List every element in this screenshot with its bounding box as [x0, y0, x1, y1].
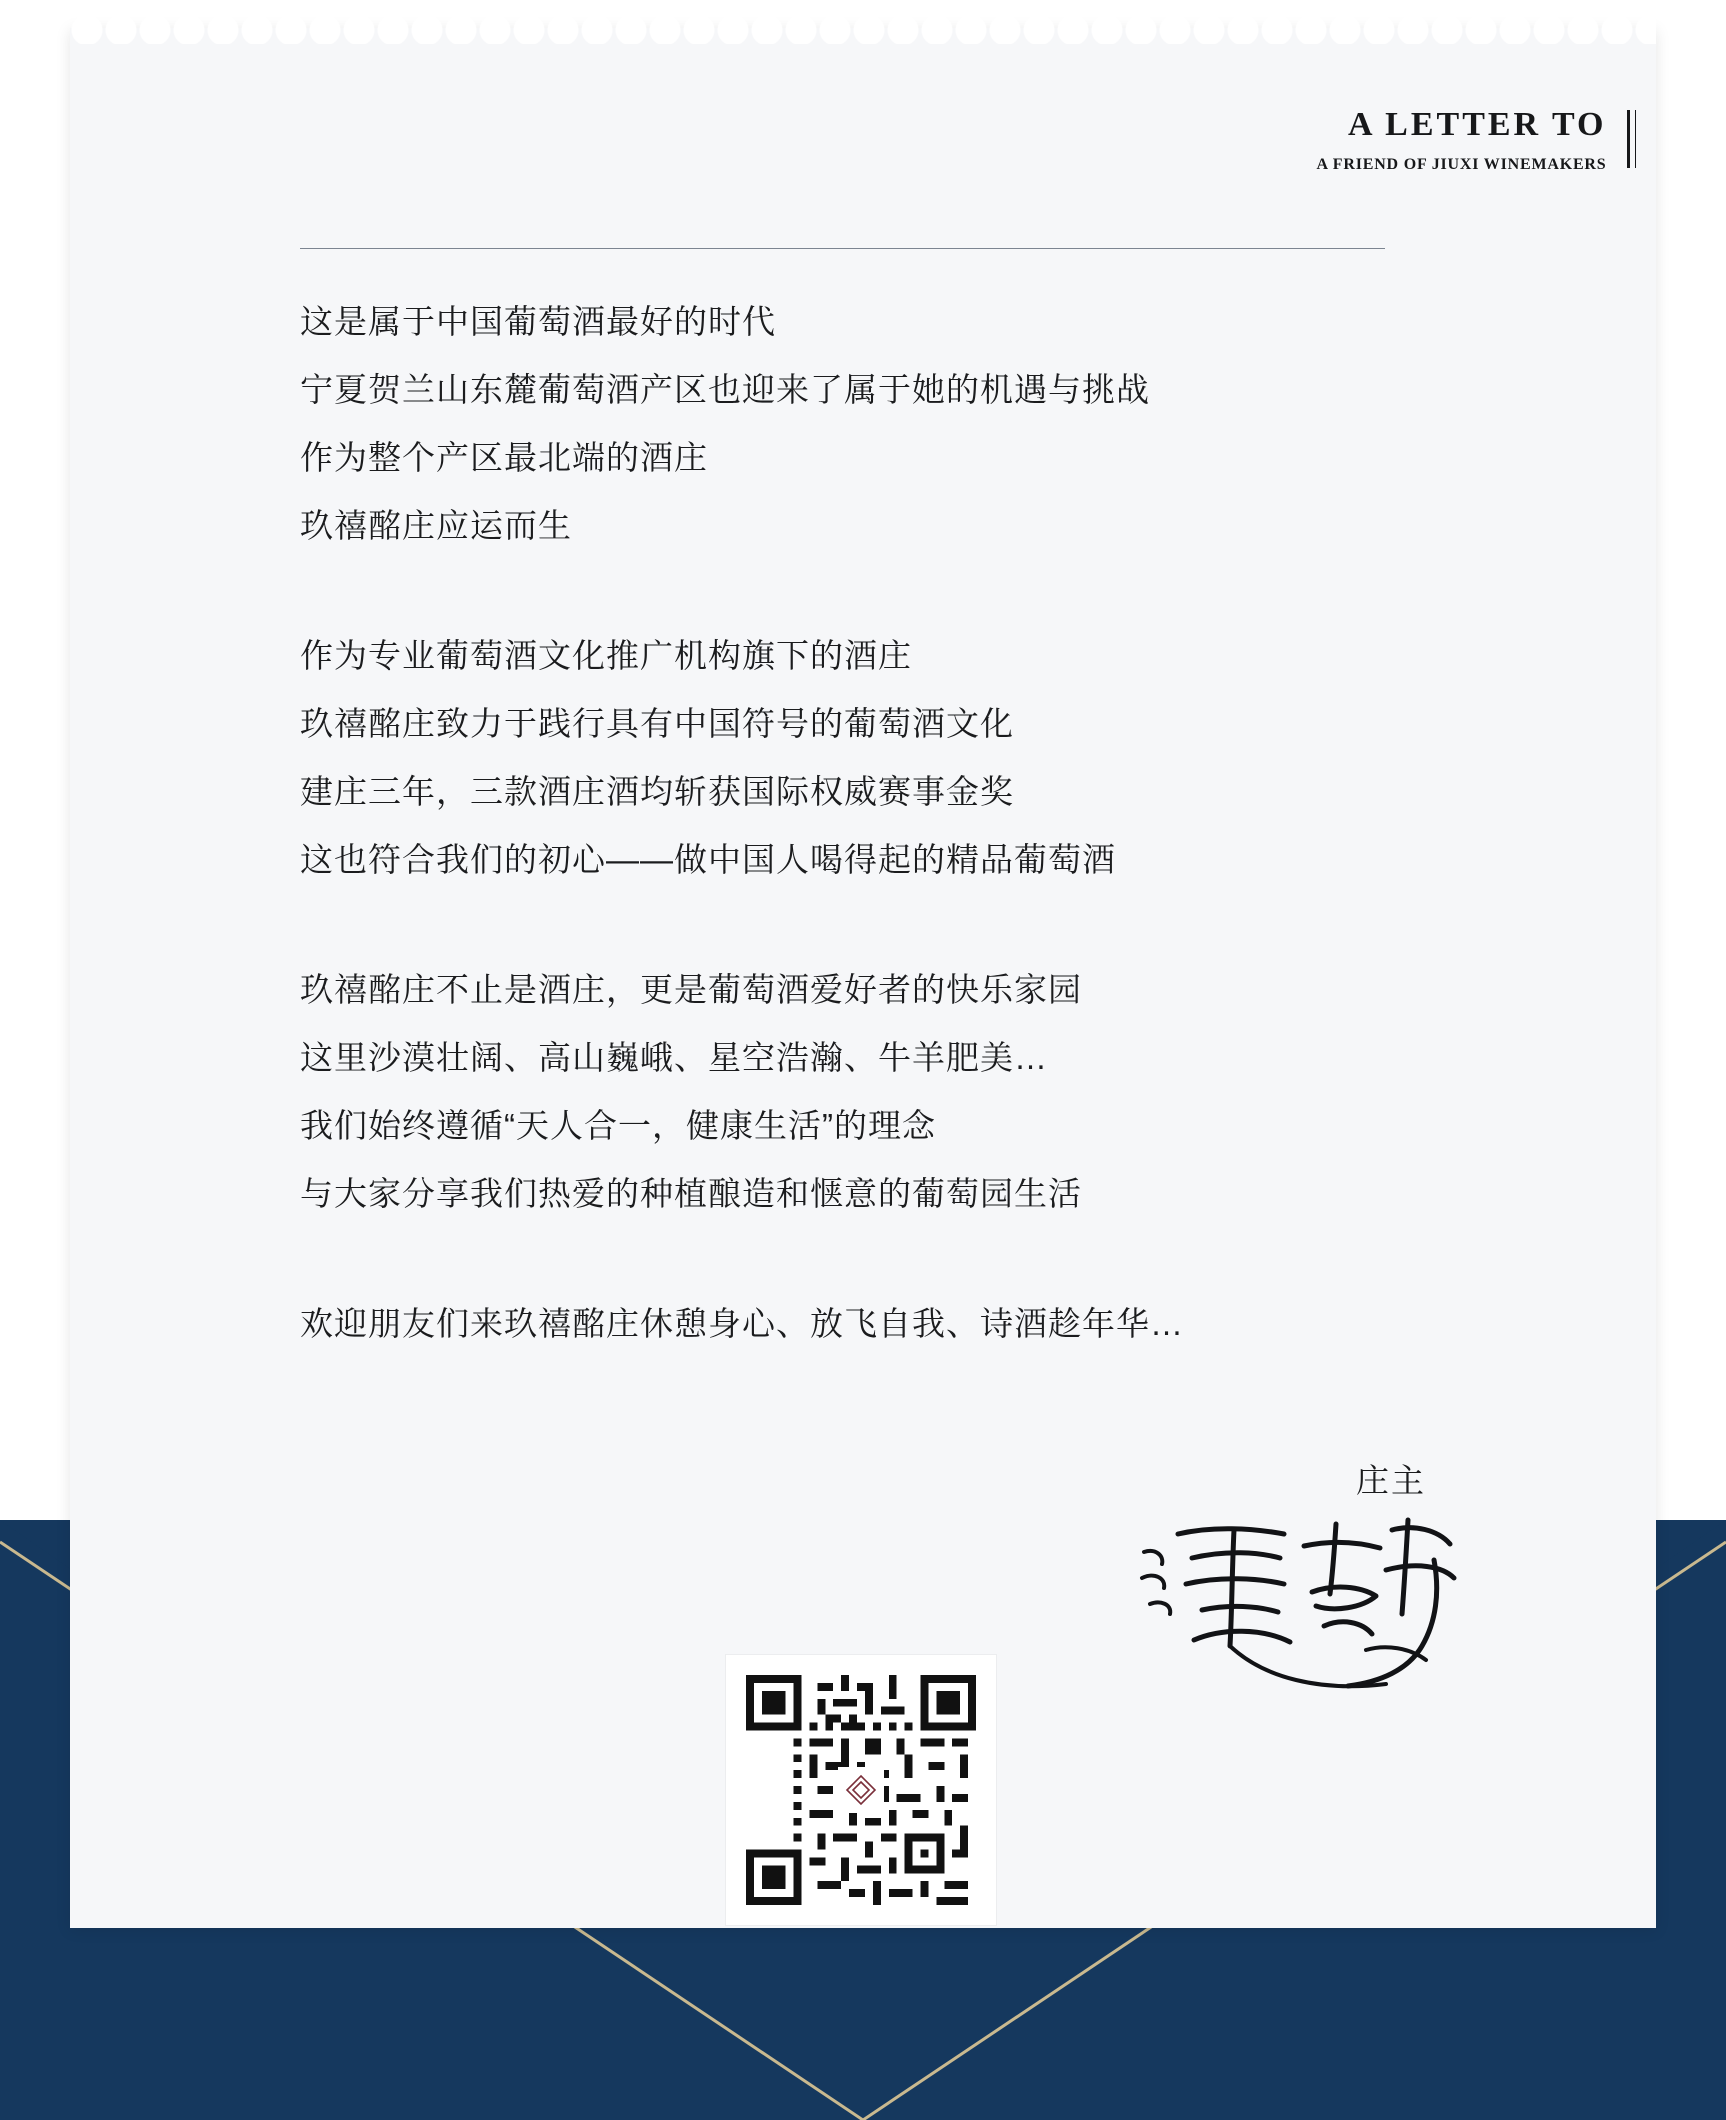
text-line: 建庄三年，三款酒庄酒均斩获国际权威赛事金奖 [300, 773, 1014, 810]
signature-role-label: 庄主 [1356, 1462, 1426, 1499]
text-line: 作为专业葡萄酒文化推广机构旗下的酒庄 [300, 637, 912, 674]
text-line: 作为整个产区最北端的酒庄 [300, 439, 708, 476]
text-line: 玖禧酩庄应运而生 [300, 507, 572, 544]
text-line: 这也符合我们的初心——做中国人喝得起的精品葡萄酒 [300, 841, 1116, 878]
page-subtitle: A FRIEND OF JIUXI WINEMAKERS [1316, 155, 1607, 173]
letter-header [1317, 105, 1637, 174]
text-line: 我们始终遵循“天人合一，健康生活”的理念 [300, 1107, 936, 1144]
text-line: 这是属于中国葡萄酒最好的时代 [300, 303, 776, 340]
text-line: 这里沙漠壮阔、高山巍峨、星空浩瀚、牛羊肥美… [300, 1039, 1048, 1076]
text-line: 与大家分享我们热爱的种植酿造和惬意的葡萄园生活 [300, 1175, 1082, 1212]
paragraph [300, 622, 1420, 894]
handwritten-signature [1134, 1500, 1464, 1700]
text-line: 玖禧酩庄致力于践行具有中国符号的葡萄酒文化 [300, 705, 1014, 742]
paragraph [300, 288, 1420, 560]
double-bar-ornament-icon [1627, 110, 1637, 168]
qr-center-logo [838, 1767, 884, 1813]
paragraph [300, 1290, 1420, 1358]
text-line: 欢迎朋友们来玖禧酩庄休憩身心、放飞自我、诗酒趁年华… [300, 1305, 1184, 1342]
qr-code-card[interactable] [726, 1655, 996, 1925]
page-title: A LETTER TO [1347, 106, 1607, 143]
qr-code[interactable] [746, 1675, 976, 1905]
text-line: 宁夏贺兰山东麓葡萄酒产区也迎来了属于她的机遇与挑战 [300, 371, 1150, 408]
letter-scalloped-edge [70, 14, 1656, 44]
text-line: 玖禧酩庄不止是酒庄，更是葡萄酒爱好者的快乐家园 [300, 971, 1082, 1008]
letter-body [300, 288, 1420, 1358]
header-divider [300, 248, 1385, 249]
paragraph [300, 956, 1420, 1228]
